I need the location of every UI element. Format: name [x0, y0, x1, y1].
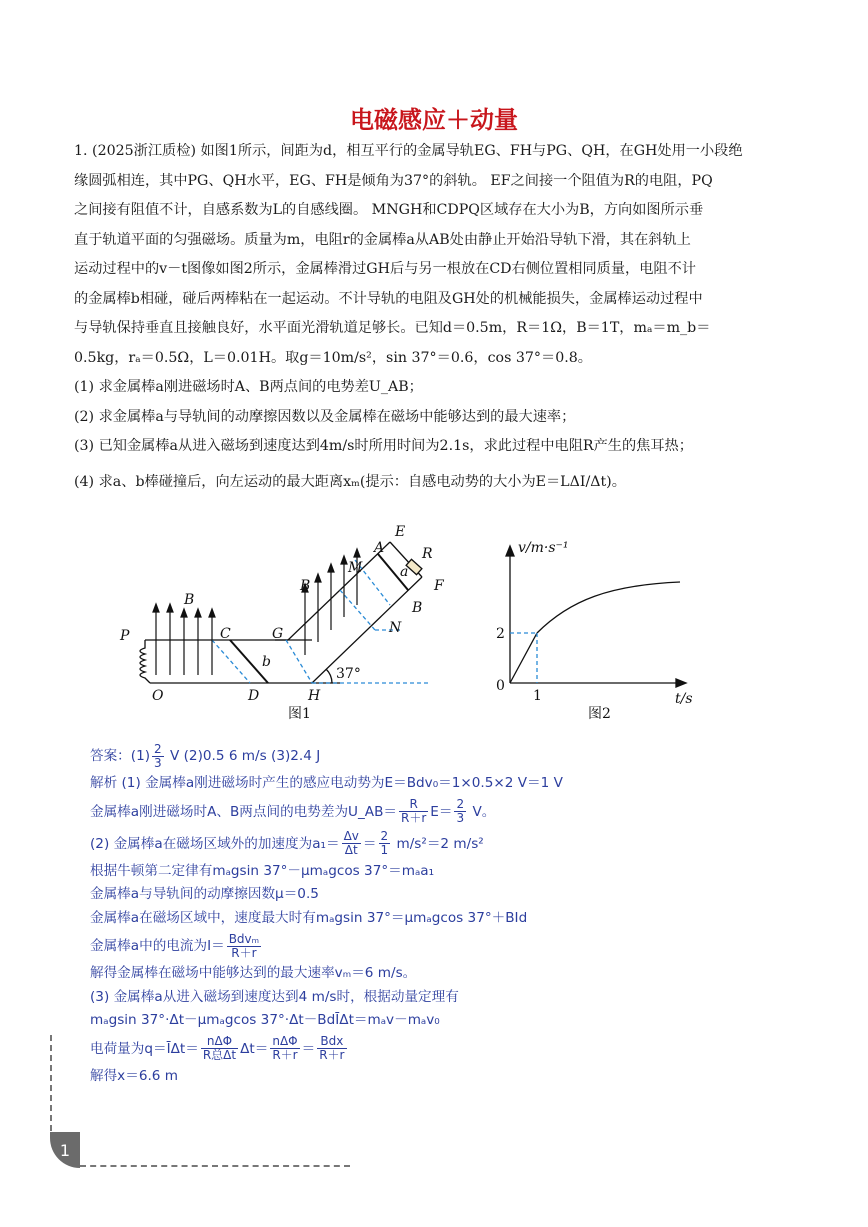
- numerator: Bdvₘ: [228, 931, 260, 946]
- page-border-horizontal: [80, 1165, 350, 1167]
- answer-text: ＝: [362, 835, 377, 852]
- fraction: [379, 830, 391, 857]
- answer-line: 根据牛顿第二定律有mₐgsin 37°－μmₐgcos 37°＝mₐa₁: [90, 862, 435, 879]
- label-B-field-2: B: [300, 578, 311, 594]
- figure-1-caption: 图1: [288, 706, 311, 722]
- answer-line: [90, 740, 810, 772]
- label-H: H: [308, 688, 321, 704]
- question-line: 直于轨道平面的匀强磁场。质量为m，电阻r的金属棒a从AB处由静止开始沿导轨下滑，其在斜轨上: [74, 231, 691, 248]
- question-line: 0.5kg，rₐ＝0.5Ω，L＝0.01H。取g＝10m/s²，sin 37°＝0.6，cos 37°＝0.8。: [74, 349, 592, 366]
- question-line: 1. (2025浙江质检) 如图1所示，间距为d，相互平行的金属导轨EG、FH与PG、QH，在GH处用一小段绝: [74, 143, 743, 159]
- denominator: R＋r: [319, 1048, 345, 1062]
- answer-line: (3) 金属棒a从进入磁场到速度达到4 m/s时，根据动量定理有: [90, 988, 459, 1005]
- question-line: 与导轨保持垂直且接触良好，水平面光滑轨道足够长。已知d＝0.5m，R＝1Ω，B＝1T，mₐ＝m_b＝: [74, 320, 711, 336]
- answer-text: 金属棒a中的电流为I＝: [90, 938, 225, 954]
- answer-text: E＝: [430, 803, 453, 820]
- label-b: b: [262, 654, 271, 670]
- denominator: R总Δt: [202, 1048, 237, 1062]
- label-M: M: [348, 560, 363, 576]
- answer-line: 金属棒a与导轨间的动摩擦因数μ＝0.5: [90, 886, 319, 902]
- label-P: P: [120, 628, 130, 644]
- label-G: G: [272, 626, 284, 642]
- fraction: [317, 1035, 346, 1062]
- denominator: 3: [456, 811, 465, 825]
- answer-line: 解析 (1) 金属棒a刚进磁场时产生的感应电动势为E＝Bdv₀＝1×0.5×2 V＝1 V: [90, 775, 563, 791]
- v-t-ramp: [510, 633, 537, 683]
- label-O: O: [152, 688, 164, 704]
- answer-line: [90, 1033, 810, 1065]
- label-a: a: [400, 564, 409, 580]
- answer-line: [90, 796, 810, 828]
- numerator: nΔΦ: [270, 1035, 299, 1049]
- numerator: 2: [456, 797, 465, 811]
- label-C: C: [220, 626, 231, 642]
- answer-text: V (2)0.5 6 m/s (3)2.4 J: [165, 748, 321, 764]
- figure-2-caption: 图2: [588, 706, 611, 722]
- numerator: Bdx: [317, 1035, 346, 1049]
- fraction: [454, 798, 466, 825]
- answer-text: m/s²＝2 m/s²: [392, 835, 484, 852]
- label-A: A: [374, 540, 385, 556]
- question-part-3: (3) 已知金属棒a从进入磁场到速度达到4m/s时所用时间为2.1s，求此过程中电阻R产生的焦耳热；: [74, 438, 693, 454]
- label-N: N: [389, 620, 402, 636]
- answer-text: 金属棒a刚进磁场时A、B两点间的电势差为U_AB＝: [90, 803, 398, 820]
- answer-text: ＝: [301, 1040, 316, 1057]
- label-B-field-1: B: [184, 592, 195, 608]
- question-part-4: (4) 求a、b棒碰撞后，向左运动的最大距离xₘ(提示：自感电动势的大小为E＝LΔI/Δt)。: [74, 473, 626, 490]
- answer-text: (2) 金属棒a在磁场区域外的加速度为a₁＝: [90, 835, 340, 852]
- label-D: D: [248, 688, 260, 704]
- label-angle: 37°: [336, 666, 361, 682]
- question-line: 运动过程中的v－t图像如图2所示，金属棒滑过GH后与另一根放在CD右侧位置相同质量，电阻不计: [74, 261, 696, 277]
- answer-line: 解得金属棒在磁场中能够达到的最大速率vₘ＝6 m/s。: [90, 965, 417, 981]
- label-E: E: [395, 524, 406, 540]
- figure-1-labels: [119, 524, 445, 722]
- numerator: nΔΦ: [201, 1035, 238, 1049]
- numerator: R: [399, 798, 428, 812]
- question-line: 缘圆弧相连，其中PG、QH水平，EG、FH是倾角为37°的斜轨。 EF之间接一个阻值为R的电阻，PQ: [74, 172, 713, 189]
- label-B-rod: B: [412, 600, 423, 616]
- v-t-curve: [537, 582, 680, 633]
- answer-line: 金属棒a在磁场区域中，速度最大时有mₐgsin 37°＝μmₐgcos 37°＋BId: [90, 909, 528, 926]
- fraction: [342, 830, 361, 857]
- fraction: [270, 1035, 299, 1062]
- figures: [100, 520, 720, 730]
- answer-text: 答案：(1): [90, 748, 151, 764]
- answer-text: Δt＝: [240, 1040, 269, 1057]
- numerator: Δv: [343, 829, 359, 843]
- answer-text: 电荷量为q＝ĪΔt＝: [90, 1040, 199, 1057]
- figure-2: [506, 546, 686, 687]
- xtick-1: 1: [533, 688, 542, 704]
- question-part-1: (1) 求金属棒a刚进磁场时A、B两点间的电势差U_AB；: [74, 379, 423, 395]
- numerator: 2: [380, 829, 389, 843]
- axis-ylabel: v/m·s⁻¹: [518, 540, 569, 556]
- ytick-2: 2: [496, 626, 505, 642]
- denominator: Δt: [344, 843, 358, 857]
- answer-line: [90, 930, 810, 962]
- axis-xlabel: t/s: [675, 691, 693, 707]
- page-border-vertical: [50, 1035, 52, 1131]
- fraction: [399, 798, 428, 825]
- answer-line: 解得x＝6.6 m: [90, 1067, 179, 1084]
- numerator: 2: [154, 741, 162, 756]
- fraction: [201, 1035, 238, 1062]
- fraction: [152, 743, 164, 770]
- denominator: R＋r: [401, 811, 427, 825]
- fraction: [227, 933, 261, 960]
- answer-line: [90, 828, 810, 860]
- question-line: 之间接有阻值不计，自感系数为L的自感线圈。 MNGH和CDPQ区域存在大小为B，方向如图所示垂: [74, 202, 704, 218]
- answer-block: [90, 740, 810, 1088]
- page-number: 1: [50, 1132, 80, 1168]
- question-line: 的金属棒b相碰，碰后两棒粘在一起运动。不计导轨的电阻及GH处的机械能损失，金属棒运动过程中: [74, 290, 703, 307]
- answer-line: mₐgsin 37°·Δt－μmₐgcos 37°·Δt－BdĪΔt＝mₐv－mₐv₀: [90, 1012, 440, 1028]
- question-block: [74, 137, 806, 497]
- denominator: R＋r: [231, 945, 257, 960]
- question-part-2: (2) 求金属棒a与导轨间的动摩擦因数以及金属棒在磁场中能够达到的最大速率；: [74, 408, 576, 425]
- denominator: 1: [380, 843, 389, 857]
- denominator: 3: [154, 755, 162, 770]
- label-R: R: [422, 546, 433, 562]
- figure-2-labels: [496, 540, 693, 722]
- label-F: F: [434, 578, 444, 594]
- axis-origin: 0: [496, 678, 505, 694]
- answer-text: V。: [468, 803, 496, 820]
- denominator: R＋r: [272, 1048, 298, 1062]
- page-title: 电磁感应＋动量: [350, 106, 518, 134]
